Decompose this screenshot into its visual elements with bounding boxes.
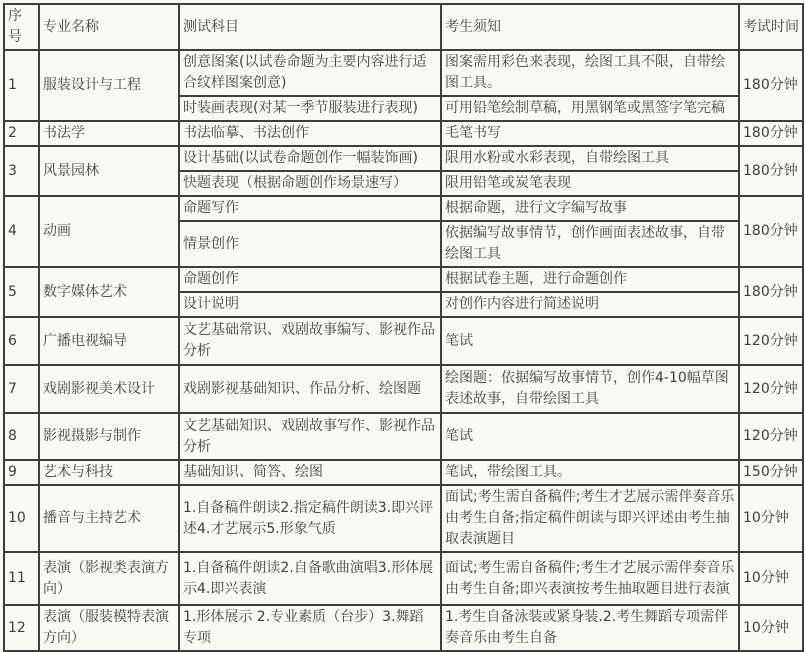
row-no: 7	[4, 365, 39, 413]
row-no: 1	[4, 50, 39, 121]
notes-cell: 毛笔书写	[441, 121, 739, 146]
notes-cell: 笔试，带绘图工具。	[441, 460, 739, 485]
row-no: 12	[4, 605, 39, 651]
table-row	[4, 317, 803, 365]
duration-cell: 120分钟	[739, 365, 803, 413]
duration-cell: 120分钟	[739, 413, 803, 460]
notes-cell: 对创作内容进行简述说明	[441, 292, 739, 317]
duration-cell: 150分钟	[739, 460, 803, 485]
col-header-duration: 考试时间	[739, 4, 803, 50]
major-cell: 动画	[39, 196, 179, 267]
major-cell: 书法学	[39, 121, 179, 146]
row-no: 8	[4, 413, 39, 460]
notes-cell: 图案需用彩色来表现，绘图工具不限，自带绘图工具。	[441, 50, 739, 96]
duration-cell: 180分钟	[739, 50, 803, 121]
table-row	[4, 146, 803, 171]
major-cell: 表演（影视类表演方向）	[39, 552, 179, 605]
row-no: 9	[4, 460, 39, 485]
duration-cell: 180分钟	[739, 196, 803, 267]
duration-cell: 180分钟	[739, 121, 803, 146]
major-cell: 服装设计与工程	[39, 50, 179, 121]
duration-cell: 10分钟	[739, 605, 803, 651]
table-row	[4, 196, 803, 221]
subject-cell: 1.自备稿件朗读2.自备歌曲演唱3.形体展示4.即兴表演	[179, 552, 441, 605]
notes-cell: 笔试	[441, 413, 739, 460]
subject-cell: 创意图案(以试卷命题为主要内容进行适合纹样图案创意)	[179, 50, 441, 96]
col-header-subject: 测试科目	[179, 4, 441, 50]
subject-cell: 1.形体展示 2.专业素质（台步）3.舞蹈专项	[179, 605, 441, 651]
row-no: 4	[4, 196, 39, 267]
subject-cell: 戏剧影视基础知识、作品分析、绘图题	[179, 365, 441, 413]
subject-cell: 1.自备稿件朗读2.指定稿件朗读3.即兴评述4.才艺展示5.形象气质	[179, 485, 441, 552]
table-row	[4, 267, 803, 292]
table-row	[4, 460, 803, 485]
table-row	[4, 413, 803, 460]
duration-cell: 180分钟	[739, 146, 803, 196]
notes-cell: 根据命题，进行文字编写故事	[441, 196, 739, 221]
notes-cell: 1.考生自备泳装或紧身装.2.考生舞蹈专项需伴奏音乐由考生自备	[441, 605, 739, 651]
subject-cell: 书法临摹、书法创作	[179, 121, 441, 146]
subject-cell: 情景创作	[179, 221, 441, 267]
major-cell: 广播电视编导	[39, 317, 179, 365]
major-cell: 艺术与科技	[39, 460, 179, 485]
subject-cell: 时装画表现(对某一季节服装进行表现)	[179, 96, 441, 121]
duration-cell: 10分钟	[739, 485, 803, 552]
row-no: 5	[4, 267, 39, 317]
notes-cell: 依据编写故事情节，创作画面表述故事，自带绘图工具	[441, 221, 739, 267]
table-row	[4, 485, 803, 552]
table-row	[4, 50, 803, 96]
header-row	[4, 4, 803, 50]
subject-cell: 命题写作	[179, 196, 441, 221]
notes-cell: 面试;考生需自备稿件;考生才艺展示需伴奏音乐由考生自备;指定稿件朗读与即兴评述由考生抽取表演题目	[441, 485, 739, 552]
table-row	[4, 552, 803, 605]
subject-cell: 快题表现（根据命题创作场景速写）	[179, 171, 441, 196]
major-cell: 表演（服装模特表演方向）	[39, 605, 179, 651]
exam-table	[3, 3, 804, 652]
major-cell: 风景园林	[39, 146, 179, 196]
col-header-major: 专业名称	[39, 4, 179, 50]
subject-cell: 设计说明	[179, 292, 441, 317]
notes-cell: 根据试卷主题，进行命题创作	[441, 267, 739, 292]
notes-cell: 笔试	[441, 317, 739, 365]
row-no: 6	[4, 317, 39, 365]
duration-cell: 120分钟	[739, 317, 803, 365]
table-row	[4, 605, 803, 651]
col-header-no: 序号	[4, 4, 39, 50]
table-row	[4, 121, 803, 146]
notes-cell: 可用铅笔绘制草稿，用黑钢笔或黑签字笔完稿	[441, 96, 739, 121]
notes-cell: 限用水粉或水彩表现，自带绘图工具	[441, 146, 739, 171]
row-no: 10	[4, 485, 39, 552]
subject-cell: 文艺基础常识、戏剧故事编写、影视作品分析	[179, 317, 441, 365]
major-cell: 影视摄影与制作	[39, 413, 179, 460]
col-header-notes: 考生须知	[441, 4, 739, 50]
duration-cell: 10分钟	[739, 552, 803, 605]
row-no: 3	[4, 146, 39, 196]
major-cell: 数字媒体艺术	[39, 267, 179, 317]
major-cell: 播音与主持艺术	[39, 485, 179, 552]
subject-cell: 基础知识、简答、绘图	[179, 460, 441, 485]
row-no: 11	[4, 552, 39, 605]
major-cell: 戏剧影视美术设计	[39, 365, 179, 413]
row-no: 2	[4, 121, 39, 146]
subject-cell: 文艺基础知识、戏剧故事写作、影视作品分析	[179, 413, 441, 460]
subject-cell: 设计基础(以试卷命题创作一幅装饰画)	[179, 146, 441, 171]
notes-cell: 绘图题：依据编写故事情节，创作4-10幅草图表述故事，自带绘图工具	[441, 365, 739, 413]
subject-cell: 命题创作	[179, 267, 441, 292]
table-row	[4, 365, 803, 413]
notes-cell: 面试;考生需自备稿件;考生才艺展示需伴奏音乐由考生自备;即兴表演按考生抽取题目进行表演	[441, 552, 739, 605]
notes-cell: 限用铅笔或炭笔表现	[441, 171, 739, 196]
duration-cell: 180分钟	[739, 267, 803, 317]
